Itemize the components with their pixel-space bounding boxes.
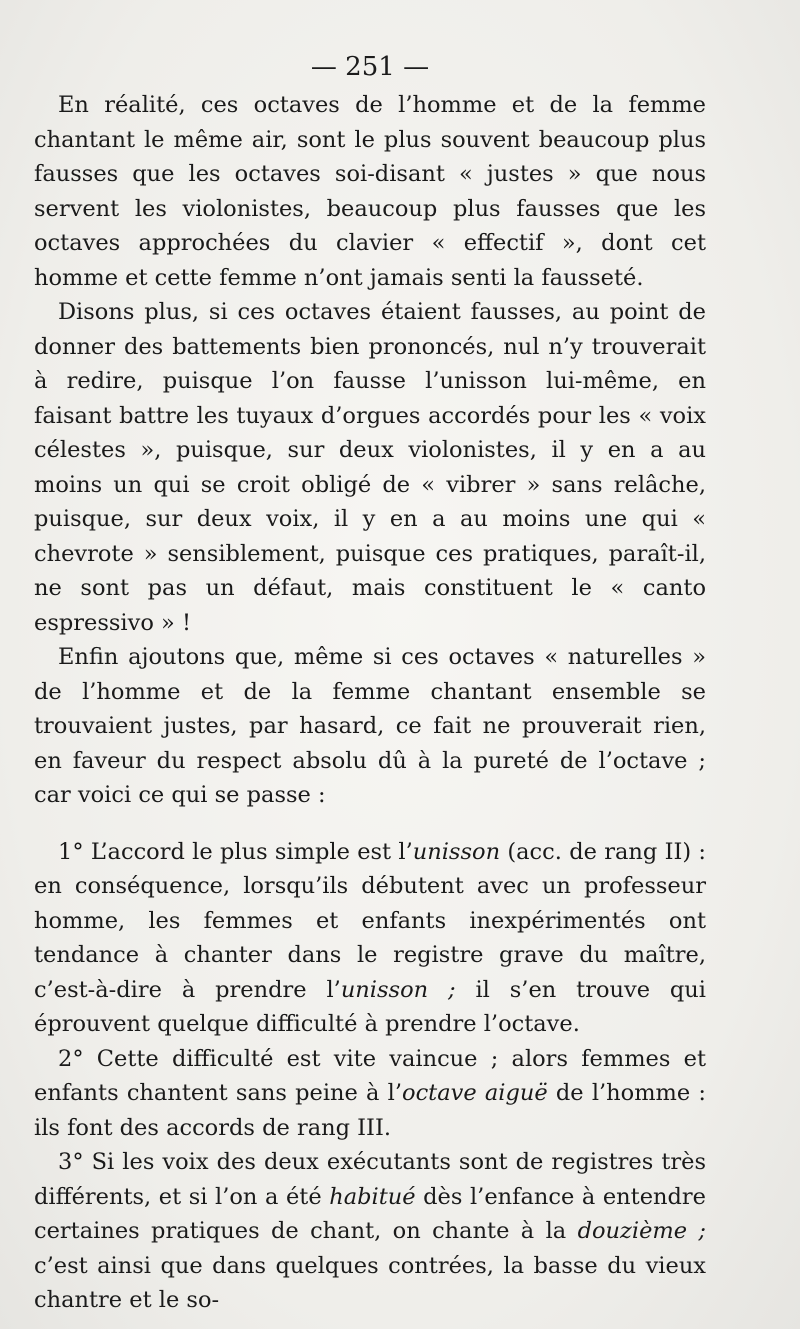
- italic-text: octave aiguë: [402, 1080, 548, 1106]
- text-run: 2° Cette difficulté est vite vaincue ; alors femmes et enfants chantent sans peine à l’: [34, 1045, 706, 1106]
- text-run: dès l’enfance à entendre certaines pratiques de chant, on chante à la: [34, 1183, 706, 1244]
- page-number: — 251 —: [310, 52, 430, 82]
- italic-text: unisson: [412, 838, 501, 865]
- italic-text: douzième ;: [577, 1218, 706, 1244]
- paragraph: [34, 295, 706, 640]
- text-run: il s’en trouve qui éprouvent quelque difficulté à prendre l’octave.: [34, 976, 706, 1037]
- text-run: Disons plus, si ces octaves étaient fausses, au point de donner des battements bien prononcés, nul n’y trouverait à redire, puisque l’on fausse l’unisson lui-même, en faisant battre les tuyaux d’orgues accordés pour les « voix célestes », puisque, sur deux violonistes, il y en a au moins un qui se croit obligé de « vibrer » sans relâche, puisque, sur deux voix, il y en a au moins une qui « chevrote » sensiblement, puisque ces pratiques, paraît-il, ne sont pas un défaut, mais constituent le « canto espressivo » !: [34, 299, 706, 636]
- paragraph: [34, 1145, 706, 1318]
- italic-text: habitué: [329, 1183, 416, 1210]
- text-run: (acc. de rang II) : en conséquence, lorsqu’ils débutent avec un professeur homme, les femmes et enfants inexpérimentés ont tendance à chanter dans le registre grave du maître, c’est-à-dire à prendre l’: [34, 838, 706, 1003]
- text-run: En réalité, ces octaves de l’homme et de la femme chantant le même air, sont le plus souvent beaucoup plus fausses que les octaves soi-disant « justes » que nous servent les violonistes, beaucoup plus fausses que les octaves approchées du clavier « effectif », dont cet homme et cette femme n’ont jamais senti la fausseté.: [34, 92, 706, 291]
- text-run: de l’homme : ils font des accords de rang III.: [34, 1080, 706, 1141]
- paragraph: [34, 1042, 706, 1146]
- text-run: Enfin ajoutons que, même si ces octaves « naturelles » de l’homme et de la femme chantant ensemble se trouvaient justes, par hasard, ce fait ne prouverait rien, en faveur du respect absolu dû à la pureté de l’octave ; car voici ce qui se passe :: [34, 644, 706, 808]
- text-run: 1° L’accord le plus simple est l’: [58, 838, 413, 865]
- paragraph: [34, 835, 706, 1042]
- text-run: 3° Si les voix des deux exécutants sont de registres très différents, et si l’on a été: [34, 1149, 706, 1210]
- paragraph: [34, 88, 706, 295]
- text-run: c’est ainsi que dans quelques contrées, la basse du vieux chantre et le so-: [34, 1252, 706, 1313]
- body-text: [34, 88, 706, 1318]
- italic-text: unisson ;: [340, 976, 456, 1003]
- paragraph: [34, 640, 706, 813]
